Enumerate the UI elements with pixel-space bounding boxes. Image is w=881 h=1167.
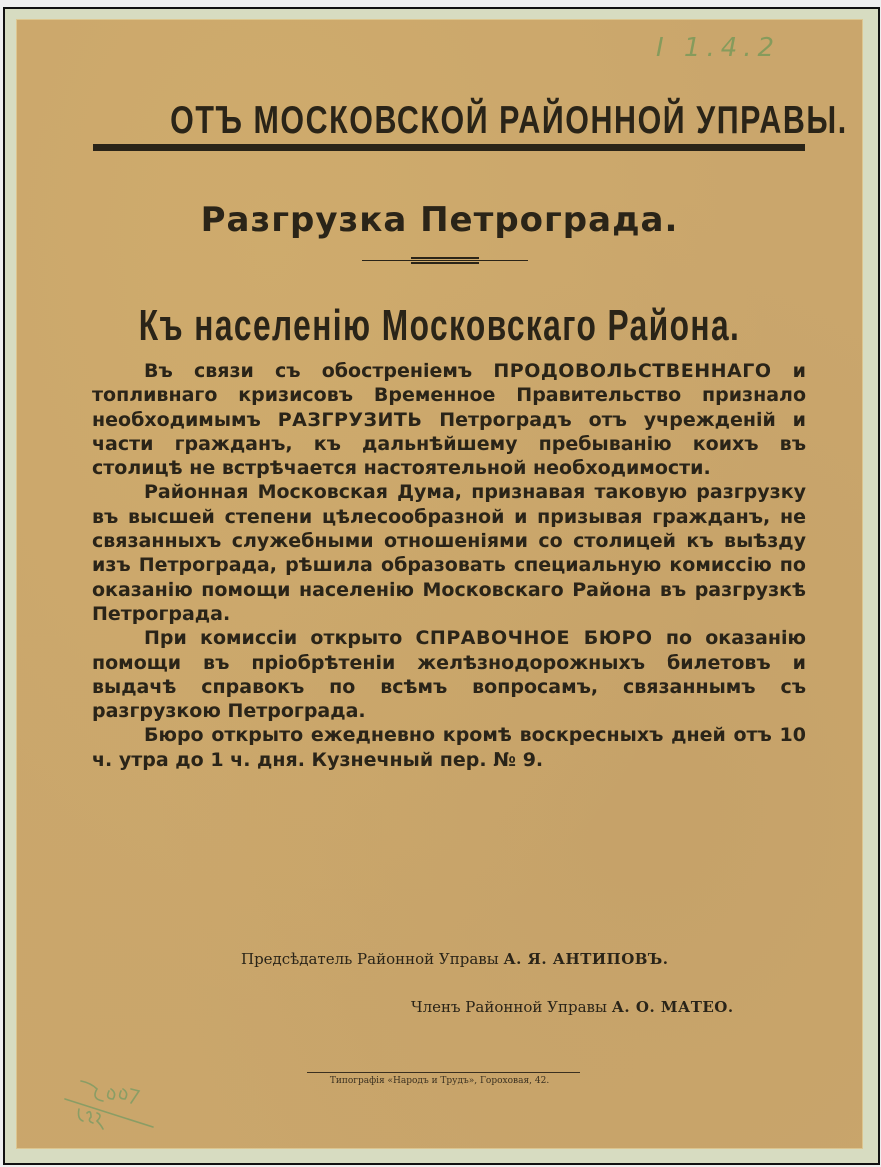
paragraph-4: Бюро открыто ежедневно кромѣ воскресныхъ дней отъ 10 ч. утра до 1 ч. дня. Кузнечный пер. № 9.: [92, 724, 806, 771]
emphasis-food: ПРОДОВОЛЬСТВЕННАГО: [493, 360, 772, 382]
pencil-annotation-icon: [61, 1069, 161, 1139]
document-frame: [3, 7, 880, 1165]
paragraph-3: При комиссіи открыто СПРАВОЧНОЕ БЮРО по оказанію помощи въ пріобрѣтеніи желѣзнодорожныхъ билетовъ и выдачѣ справокъ по всѣмъ вопросамъ, связаннымъ съ разгрузкою Петрограда.: [92, 627, 806, 723]
printer-rule: [307, 1072, 580, 1073]
poster-title: Разгрузка Петрограда.: [200, 200, 679, 240]
signature-name: А. Я. АНТИПОВЪ.: [503, 950, 669, 968]
signature-name: А. О. МАТЕО.: [611, 998, 734, 1016]
emphasis-bureau: СПРАВОЧНОЕ БЮРО: [415, 627, 653, 650]
signature-chairman: [241, 950, 669, 968]
emphasis-unload: РАЗГРУЗИТЬ: [277, 408, 423, 431]
poster-sheet: [16, 19, 863, 1149]
printer-imprint: Типографія «Народъ и Трудъ», Гороховая, 42.: [329, 1076, 550, 1086]
heading-rule: [93, 144, 805, 151]
address-line: Къ населенію Московскаго Района.: [138, 301, 741, 350]
signature-member: [411, 998, 734, 1016]
issuer-heading: ОТЪ МОСКОВСКОЙ РАЙОННОЙ УПРАВЫ.: [170, 99, 848, 142]
signature-role: Предсѣдатель Районной Управы: [241, 950, 499, 968]
announcement-body: [92, 359, 806, 772]
signature-role: Членъ Районной Управы: [411, 998, 607, 1016]
archive-mark: I 1.4.2: [656, 33, 781, 63]
ornament-divider: [362, 257, 528, 264]
paragraph-2: Районная Московская Дума, признавая таковую разгрузку въ высшей степени цѣлесообразной и призывая гражданъ, не связанныхъ служебными отношеніями со столицей къ выѣзду изъ Петрограда, рѣшила образовать специальную комиссію по оказанію помощи населенію Московскаго Района въ разгрузкѣ Петрограда.: [92, 481, 806, 625]
paragraph-1: Въ связи съ обостреніемъ ПРОДОВОЛЬСТВЕННАГО и топливнаго кризисовъ Временное Правительство признало необходимымъ РАЗГРУЗИТЬ Петроградъ отъ учрежденій и части гражданъ, къ дальнѣйшему пребыванію коихъ въ столицѣ не встрѣчается настоятельной необходимости.: [92, 360, 806, 480]
